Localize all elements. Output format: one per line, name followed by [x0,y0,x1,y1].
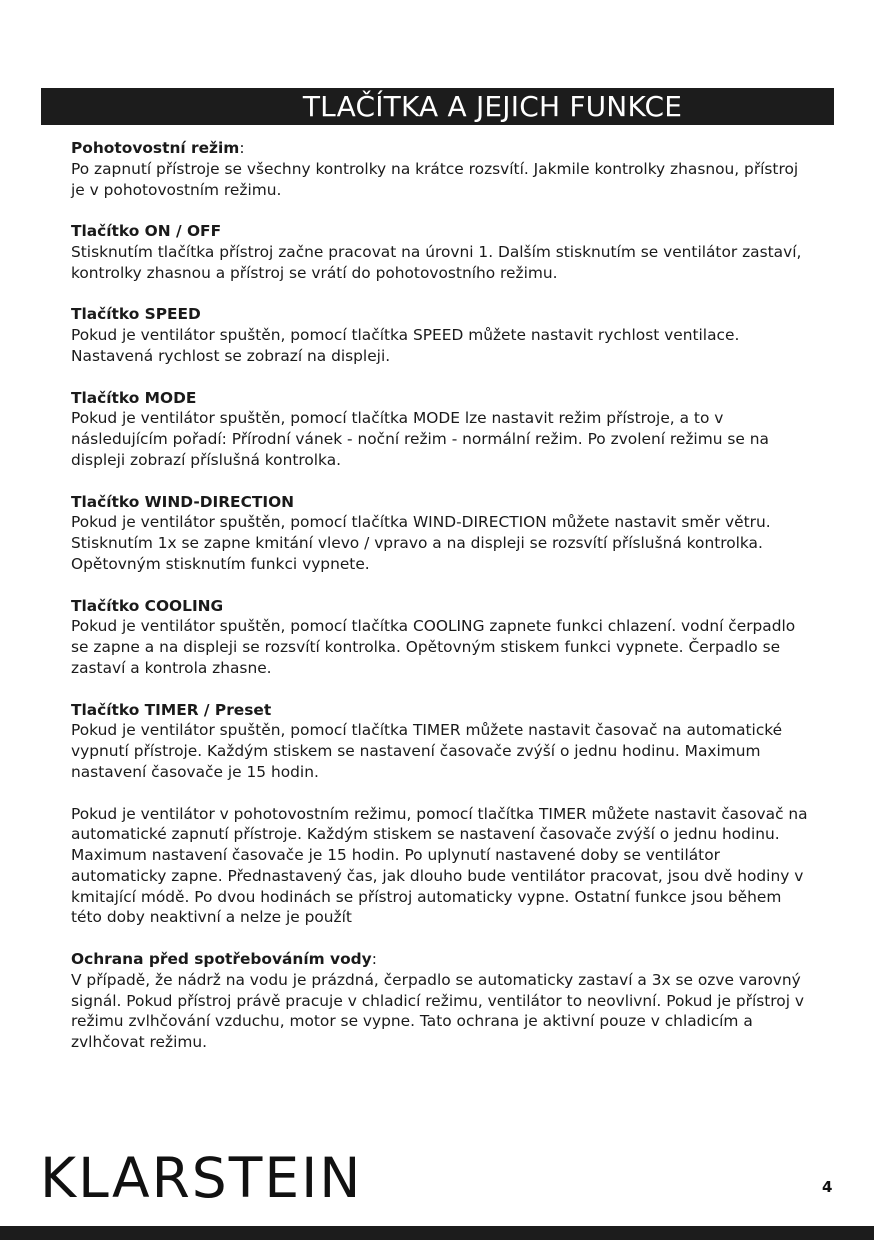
section-standby [71,138,816,200]
brand-logo: KLARSTEIN [40,1146,363,1210]
section-mode [71,388,816,471]
section-text: Pokud je ventilátor spuštěn, pomocí tlačítka TIMER můžete nastavit časovač na automatické vypnutí přístroje. Každým stiskem se nastavení časovače zvýší o jednu hodinu. Maximum nastavení časovače je 15 hodin. [71,721,783,781]
section-cooling [71,596,816,679]
section-text: Pokud je ventilátor v pohotovostním režimu, pomocí tlačítka TIMER můžete nastavit časovač na automatické zapnutí přístroje. Každým stiskem se nastavení časovače zvýší o jednu hodinu. Maximum nastavení časovače je 15 hodin. Po uplynutí nastavené doby se ventilátor automaticky zapne. Přednastavený čas, jak dlouho bude ventilátor pracovat, jsou dvě hodiny v kmitající módě. Po dvou hodinách se přístroj automaticky vypne. Ostatní funkce jsou během této doby neaktivní a nelze je použít [71,804,808,927]
section-heading: Tlačítko TIMER / Preset [71,700,272,719]
section-heading: Tlačítko SPEED [71,305,201,324]
section-text: Po zapnutí přístroje se všechny kontrolky na krátce rozsvítí. Jakmile kontrolky zhasnou, přístroj je v pohotovostním režimu. [71,159,799,199]
section-text: Pokud je ventilátor spuštěn, pomocí tlačítka WIND-DIRECTION můžete nastavit směr větru. Stisknutím 1x se zapne kmitání vlevo / vpravo a na displeji se rozsvítí příslušná kontrolka. Opětovným stisknutím funkci vypnete. [71,513,771,573]
section-heading: Tlačítko ON / OFF [71,222,222,241]
section-heading: Ochrana před spotřebováním vody: [71,950,377,969]
page-title: TLAČÍTKA A JEJICH FUNKCE [302,90,683,123]
section-heading: Tlačítko MODE [71,388,197,407]
section-text: Pokud je ventilátor spuštěn, pomocí tlačítka SPEED můžete nastavit rychlost ventilace. Nastavená rychlost se zobrazí na displeji. [71,326,740,365]
section-on-off [71,221,816,283]
section-timer [71,700,816,929]
section-heading: Tlačítko WIND-DIRECTION [71,492,295,511]
section-wind-direction [71,492,816,575]
section-speed [71,304,816,366]
footer-bar [0,1226,874,1240]
section-text: V případě, že nádrž na vodu je prázdná, čerpadlo se automaticky zastaví a 3x se ozve varovný signál. Pokud přístroj právě pracuje v chladicí režimu, ventilátor to neovlivní. Pokud je přístroj v režimu zvlhčování vzduchu, motor se vypne. Tato ochrana je aktivní pouze v chladicím a zvlhčovat režimu. [71,970,804,1052]
section-heading: Pohotovostní režim: [71,139,245,157]
section-water-protection [71,949,816,1053]
section-text: Pokud je ventilátor spuštěn, pomocí tlačítka COOLING zapnete funkci chlazení. vodní čerpadlo se zapne a na displeji se rozsvítí kontrolka. Opětovným stiskem funkci vypnete. Čerpadlo se zastaví a kontrola zhasne. [71,617,796,677]
page-number: 4 [822,1178,833,1196]
section-text: Stisknutím tlačítka přístroj začne pracovat na úrovni 1. Dalším stisknutím se ventilátor zastaví, kontrolky zhasnou a přístroj se vrátí do pohotovostního režimu. [71,242,802,282]
content [71,138,816,1074]
title-bar [41,88,834,125]
section-text: Pokud je ventilátor spuštěn, pomocí tlačítka MODE lze nastavit režim přístroje, a to v následujícím pořadí: Přírodní vánek - noční režim - normální režim. Po zvolení režimu se na displeji zobrazí příslušná kontrolka. [71,409,769,469]
section-heading: Tlačítko COOLING [71,596,224,615]
